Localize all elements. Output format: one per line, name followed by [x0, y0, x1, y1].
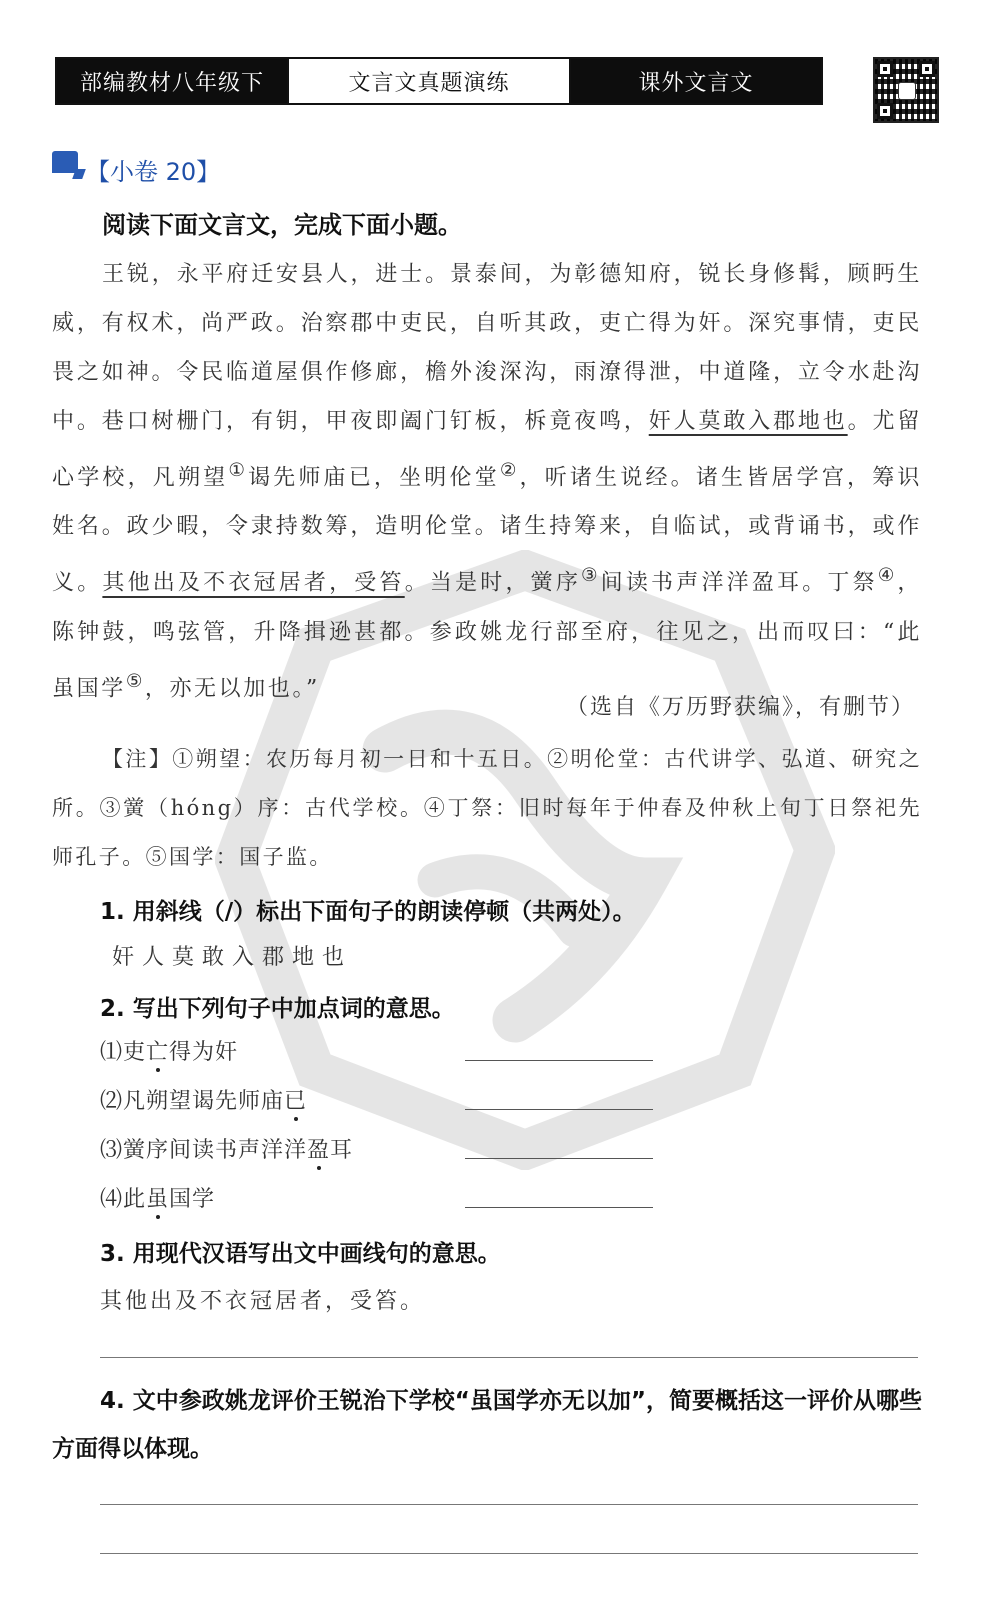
question-3-sentence: 其他出及不衣冠居者，受笞。	[100, 1289, 426, 1314]
dotted-word: 虽	[146, 1182, 169, 1213]
answer-blank-1[interactable]	[465, 1060, 653, 1061]
footnote-mark: ③	[581, 565, 601, 587]
question-3: 3. 用现代汉语写出文中画线句的意思。	[100, 1241, 501, 1267]
question-2: 2. 写出下列句子中加点词的意思。	[100, 996, 455, 1022]
q2-item-2: ⑵凡朔望谒先师庙已	[100, 1084, 307, 1115]
passage-text: ，听诸生说经。诸生皆居学宫，筹识姓名。政少暇，令隶持数筹，造明伦堂。诸生持筹来，自临试，或背诵书，或作义。	[52, 465, 922, 596]
passage-text: 。尤留心学校，凡朔望	[52, 409, 922, 491]
passage	[52, 250, 922, 713]
answer-blank-4[interactable]	[465, 1207, 653, 1208]
section-flag-icon	[52, 151, 78, 173]
passage-text: 。当是时，黉序	[404, 570, 582, 596]
header-bar	[55, 57, 823, 105]
footnote-mark: ⑤	[125, 670, 145, 692]
answer-line-q4-2[interactable]	[100, 1553, 918, 1554]
question-4: 4. 文中参政姚龙评价王锐治下学校“虽国学亦无以加”，简要概括这一评价从哪些方面得以体现。	[52, 1388, 922, 1462]
notes-text: 【注】①朔望：农历每月初一日和十五日。②明伦堂：古代讲学、弘道、研究之所。③黉（hóng）序：古代学校。④丁祭：旧时每年于仲春及仲秋上旬丁日祭祀先师孔子。⑤国学：国子监。	[52, 747, 922, 869]
header-category: 课外文言文	[571, 59, 821, 103]
qr-code-icon	[873, 57, 939, 123]
dotted-word: 盈	[307, 1133, 330, 1164]
section-title	[52, 152, 220, 187]
section-title-text: 【小卷 20】	[86, 158, 221, 186]
passage-text: ，陈钟鼓，鸣弦管，升降揖逊甚都。参政姚龙行部至府，往见之，出而叹曰：“此虽国学	[52, 570, 923, 701]
passage-text: 谒先师庙已，坐明伦堂	[247, 465, 500, 491]
underlined-sentence-2: 其他出及不衣冠居者，受笞	[102, 570, 405, 596]
question-1: 1. 用斜线（/）标出下面句子的朗读停顿（共两处）。	[100, 899, 636, 925]
passage-text: 王锐，永平府迁安县人，进士。景泰间，为彰德知府，锐长身修髯，顾眄生威，有权术，尚严政。治察郡中吏民，自听其政，吏亡得为奸。深究事情，吏民畏之如神。令民临道屋俱作修廊，檐外浚深沟，雨潦得泄，中道隆，立令水赴沟中。巷口树栅门，有钥，甲夜即阖门钉板，柝竟夜鸣，	[52, 262, 922, 434]
header-topic: 文言文真题演练	[287, 59, 571, 103]
footnote-mark: ④	[877, 565, 898, 587]
underlined-sentence-1: 奸人莫敢入郡地也	[648, 409, 848, 434]
q2-item-3: ⑶黉序间读书声洋洋盈耳	[100, 1133, 353, 1164]
passage-text: ，亦无以加也。”	[144, 675, 320, 701]
answer-blank-3[interactable]	[465, 1158, 653, 1159]
footnote-mark: ②	[499, 460, 520, 481]
passage-text: 间读书声洋洋盈耳。丁祭	[600, 570, 878, 596]
question-1-sentence: 奸人莫敢入郡地也	[112, 945, 353, 970]
answer-blank-2[interactable]	[465, 1109, 653, 1110]
q2-item-1: ⑴吏亡得为奸	[100, 1035, 238, 1066]
dotted-word: 亡	[146, 1035, 169, 1066]
answer-line-q3[interactable]	[100, 1357, 918, 1358]
answer-line-q4-1[interactable]	[100, 1504, 918, 1505]
instruction: 阅读下面文言文，完成下面小题。	[102, 211, 462, 239]
q2-item-4: ⑷此虽国学	[100, 1182, 215, 1213]
annotations	[52, 735, 922, 882]
source-citation: （选自《万历野获编》，有删节）	[565, 695, 915, 720]
footnote-mark: ①	[228, 460, 248, 481]
header-grade: 部编教材八年级下	[57, 59, 287, 103]
dotted-word: 已	[284, 1084, 307, 1115]
